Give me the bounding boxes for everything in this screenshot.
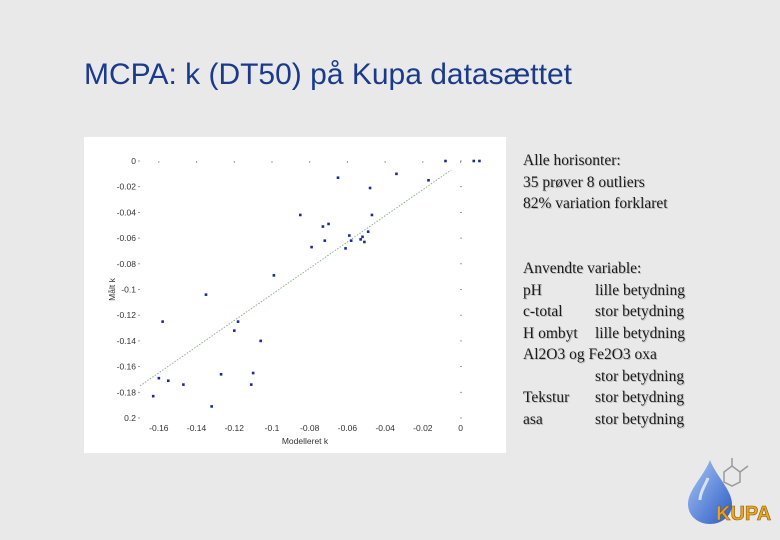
notes-line: 82% variation forklaret [523, 195, 668, 212]
y-tick-label: -0.02 [116, 181, 136, 192]
data-point [337, 176, 340, 179]
data-point [250, 383, 253, 386]
variable-name: c-total [523, 303, 563, 320]
data-point [161, 320, 164, 323]
variable-row [523, 301, 685, 323]
x-tick-label: -0.08 [300, 423, 320, 433]
x-tick-label: -0.16 [149, 423, 169, 433]
x-axis-label: Modelleret k [281, 436, 329, 446]
data-point [259, 340, 262, 343]
data-point [324, 239, 327, 242]
data-point [348, 234, 351, 237]
notes-line: 35 prøver 8 outliers [523, 173, 645, 191]
y-tick-label: -0.04 [116, 207, 136, 218]
data-point [369, 187, 372, 190]
data-point [359, 238, 362, 241]
variable-name: Tekstur [523, 389, 570, 406]
y-tick-label: -0.14 [116, 335, 136, 346]
slide-title: MCPA: k (DT50) på Kupa datasættet [84, 58, 572, 91]
data-point [233, 329, 236, 332]
variable-name: asa [523, 410, 543, 428]
data-point [167, 379, 170, 382]
data-point [395, 173, 398, 176]
variable-row [523, 387, 685, 409]
notes-block-1 [523, 150, 668, 215]
data-point [367, 230, 370, 233]
variables-heading: Anvendte variable: [523, 260, 642, 277]
y-tick-label: 0 [131, 156, 136, 166]
data-point [252, 372, 255, 375]
data-point [344, 247, 347, 250]
water-drop-icon [680, 456, 776, 526]
y-tick-label: -0.06 [116, 233, 136, 244]
data-point [363, 241, 366, 244]
data-point [322, 225, 325, 228]
y-tick-label: -0.12 [116, 310, 136, 321]
variable-name: Al2O3 og Fe2O3 oxa [523, 346, 657, 363]
scatter-plot-panel [84, 137, 506, 453]
kupa-logo [680, 456, 776, 526]
y-axis-label: Målt k [107, 278, 117, 301]
notes-block-2 [523, 258, 685, 430]
x-tick-label: 0 [458, 423, 463, 433]
notes-line: Alle horisonter: [523, 152, 621, 169]
data-point [220, 373, 223, 376]
y-tick-label: -0.16 [116, 361, 136, 372]
data-point [371, 214, 374, 217]
variable-row [523, 409, 685, 431]
variable-row [523, 366, 685, 388]
data-point [299, 214, 302, 217]
x-tick-label: -0.12 [224, 423, 244, 433]
scatter-plot [84, 137, 506, 453]
data-point [182, 383, 185, 386]
data-point [210, 405, 213, 408]
data-point [327, 223, 330, 226]
variable-name: pH [523, 281, 542, 299]
x-tick-label: -0.04 [375, 423, 395, 433]
data-point [237, 320, 240, 323]
variable-effect: lille betydning [595, 281, 685, 299]
data-point [152, 395, 155, 398]
data-point [158, 377, 161, 380]
logo-text: KUPA [716, 503, 772, 525]
data-point [205, 293, 208, 296]
x-tick-label: -0.14 [186, 423, 207, 433]
variable-effect: stor betydning [595, 410, 685, 428]
y-tick-label: -0.1 [121, 284, 136, 295]
variable-row [523, 280, 685, 302]
variable-row [523, 323, 685, 345]
variable-name: H ombyt [523, 324, 578, 342]
data-point [350, 239, 353, 242]
data-point [472, 160, 475, 163]
variable-effect: stor betydning [595, 389, 685, 406]
y-tick-label: -0.08 [116, 258, 136, 269]
data-point [310, 246, 313, 249]
x-tick-label: -0.02 [413, 423, 433, 433]
data-point [361, 236, 364, 239]
variable-row [523, 344, 657, 366]
variable-effect: stor betydning [595, 303, 685, 320]
variable-effect: stor betydning [595, 367, 685, 385]
data-point [444, 160, 447, 163]
x-tick-label: -0.06 [337, 423, 358, 433]
x-tick-label: -0.1 [264, 423, 280, 433]
fit-line [140, 170, 451, 386]
y-tick-label: 0.2 [124, 413, 136, 423]
data-point [427, 179, 430, 182]
variable-effect: lille betydning [595, 324, 685, 342]
data-point [478, 160, 481, 163]
y-tick-label: -0.18 [116, 387, 136, 398]
data-point [273, 274, 276, 277]
